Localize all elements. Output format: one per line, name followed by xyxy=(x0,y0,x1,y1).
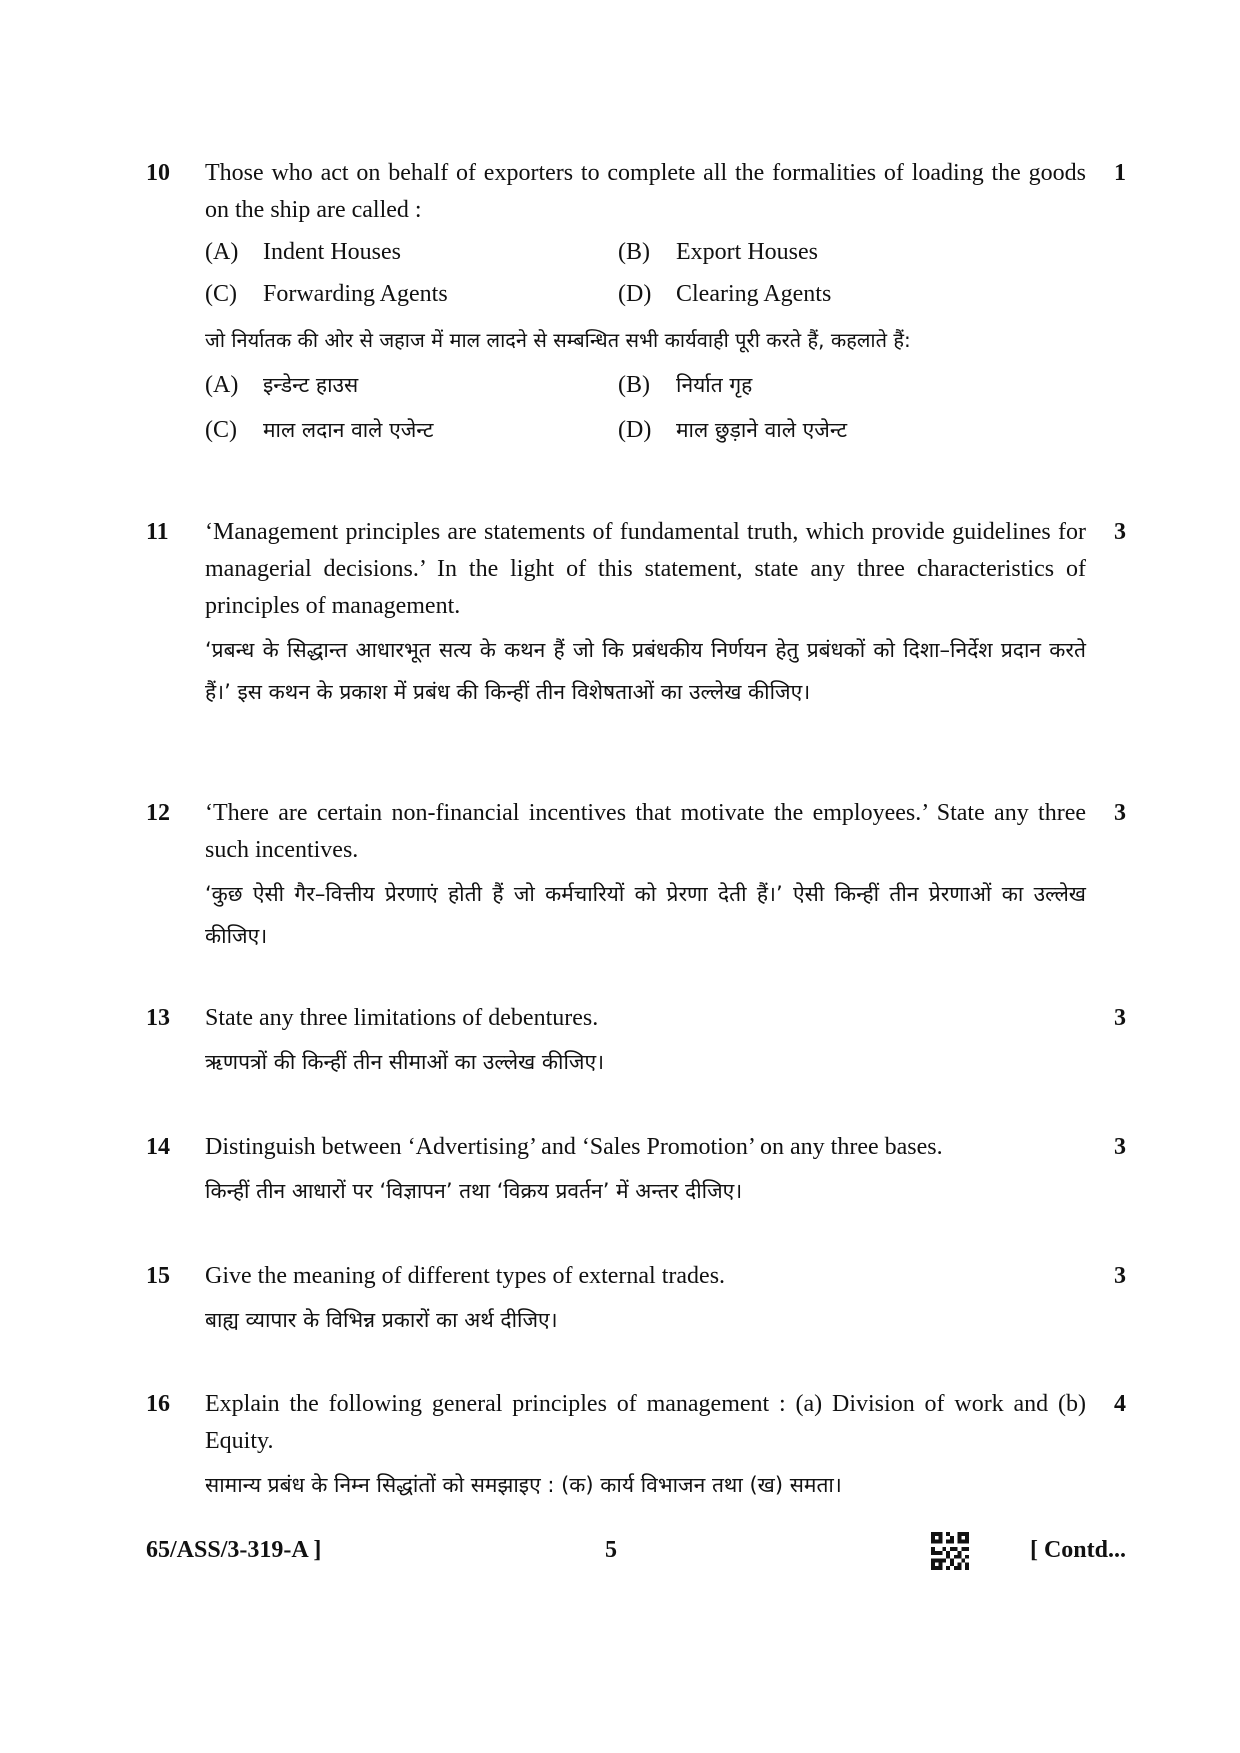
option-b-hindi: (B) निर्यात गृह xyxy=(618,372,753,398)
question-11 xyxy=(146,514,1126,713)
option-a-hindi: (A) इन्डेन्ट हाउस xyxy=(205,372,359,398)
question-text-hindi: बाह्य व्यापार के विभिन्न प्रकारों का अर्थ दीजिए। xyxy=(205,1308,558,1332)
option-d: (D) Clearing Agents xyxy=(618,281,832,307)
continued-label: [ Contd... xyxy=(1029,1537,1126,1563)
question-text-hindi: जो निर्यातक की ओर से जहाज में माल लादने से सम्बन्धित सभी कार्यवाही पूरी करते हैं, कहलाते हैं: xyxy=(205,328,911,352)
option-a: (A) Indent Houses xyxy=(205,239,401,265)
question-text-english: State any three limitations of debentures. xyxy=(205,1005,599,1031)
question-number: 12 xyxy=(146,800,170,826)
option-c: (C) Forwarding Agents xyxy=(205,281,448,307)
options-hindi xyxy=(205,363,1086,453)
question-text-hindi: ऋणपत्रों की किन्हीं तीन सीमाओं का उल्लेख कीजिए। xyxy=(205,1050,605,1074)
question-text-hindi: ‘प्रबन्ध के सिद्धान्त आधारभूत सत्य के कथन हैं जो कि प्रबंधकीय निर्णयन हेतु प्रबंधकों को दिशा–निर्देश प्रदान करते हैं।’ इस कथन के प्रकाश में प्रबंध की किन्हीं तीन विशेषताओं का उल्लेख कीजिए। xyxy=(205,638,1086,704)
question-text-english: Distinguish between ‘Advertising’ and ‘Sales Promotion’ on any three bases. xyxy=(205,1134,943,1160)
option-b: (B) Export Houses xyxy=(618,239,818,265)
question-text-hindi: ‘कुछ ऐसी गैर–वित्तीय प्रेरणाएं होती हैं जो कर्मचारियों को प्रेरणा देती हैं।’ ऐसी किन्हीं तीन प्रेरणाओं का उल्लेख कीजिए। xyxy=(205,882,1086,948)
question-10 xyxy=(146,155,1126,453)
question-marks: 3 xyxy=(1114,519,1126,545)
page-number: 5 xyxy=(605,1537,617,1563)
question-marks: 3 xyxy=(1114,1134,1126,1160)
question-text-hindi: सामान्य प्रबंध के निम्न सिद्धांतों को समझाइए : (क) कार्य विभाजन तथा (ख) समता। xyxy=(205,1473,842,1497)
qr-code-icon xyxy=(930,1532,970,1570)
question-marks: 3 xyxy=(1114,800,1126,826)
question-16 xyxy=(146,1386,1126,1506)
question-marks: 3 xyxy=(1114,1263,1126,1289)
question-15 xyxy=(146,1258,1126,1341)
question-text-english: Explain the following general principles of management : (a) Division of work and (b) Equity. xyxy=(205,1391,1086,1454)
question-14 xyxy=(146,1129,1126,1212)
question-text-hindi: किन्हीं तीन आधारों पर ‘विज्ञापन’ तथा ‘विक्रय प्रवर्तन’ में अन्तर दीजिए। xyxy=(205,1179,743,1203)
question-number: 14 xyxy=(146,1134,170,1160)
question-marks: 4 xyxy=(1114,1391,1126,1417)
question-text-english: Give the meaning of different types of external trades. xyxy=(205,1263,726,1289)
question-12 xyxy=(146,795,1126,957)
question-text-english: ‘Management principles are statements of fundamental truth, which provide guidelines for managerial decisions.’ In the light of this statement, state any three characteristics of principles of management. xyxy=(205,519,1086,619)
question-number: 11 xyxy=(146,519,169,545)
option-d-hindi: (D) माल छुड़ाने वाले एजेन्ट xyxy=(618,417,848,443)
question-13 xyxy=(146,1000,1126,1083)
page-footer xyxy=(146,1528,1126,1572)
question-marks: 3 xyxy=(1114,1005,1126,1031)
question-number: 13 xyxy=(146,1005,170,1031)
question-text-english: Those who act on behalf of exporters to complete all the formalities of loading the goods on the ship are called : xyxy=(205,160,1086,223)
question-number: 15 xyxy=(146,1263,170,1289)
option-c-hindi: (C) माल लदान वाले एजेन्ट xyxy=(205,417,434,443)
options-english xyxy=(205,231,1086,315)
question-marks: 1 xyxy=(1114,160,1126,186)
question-number: 16 xyxy=(146,1391,170,1417)
question-number: 10 xyxy=(146,160,170,186)
question-text-english: ‘There are certain non-financial incentives that motivate the employees.’ State any three such incentives. xyxy=(205,800,1086,863)
paper-code: 65/ASS/3-319-A ] xyxy=(146,1537,322,1563)
